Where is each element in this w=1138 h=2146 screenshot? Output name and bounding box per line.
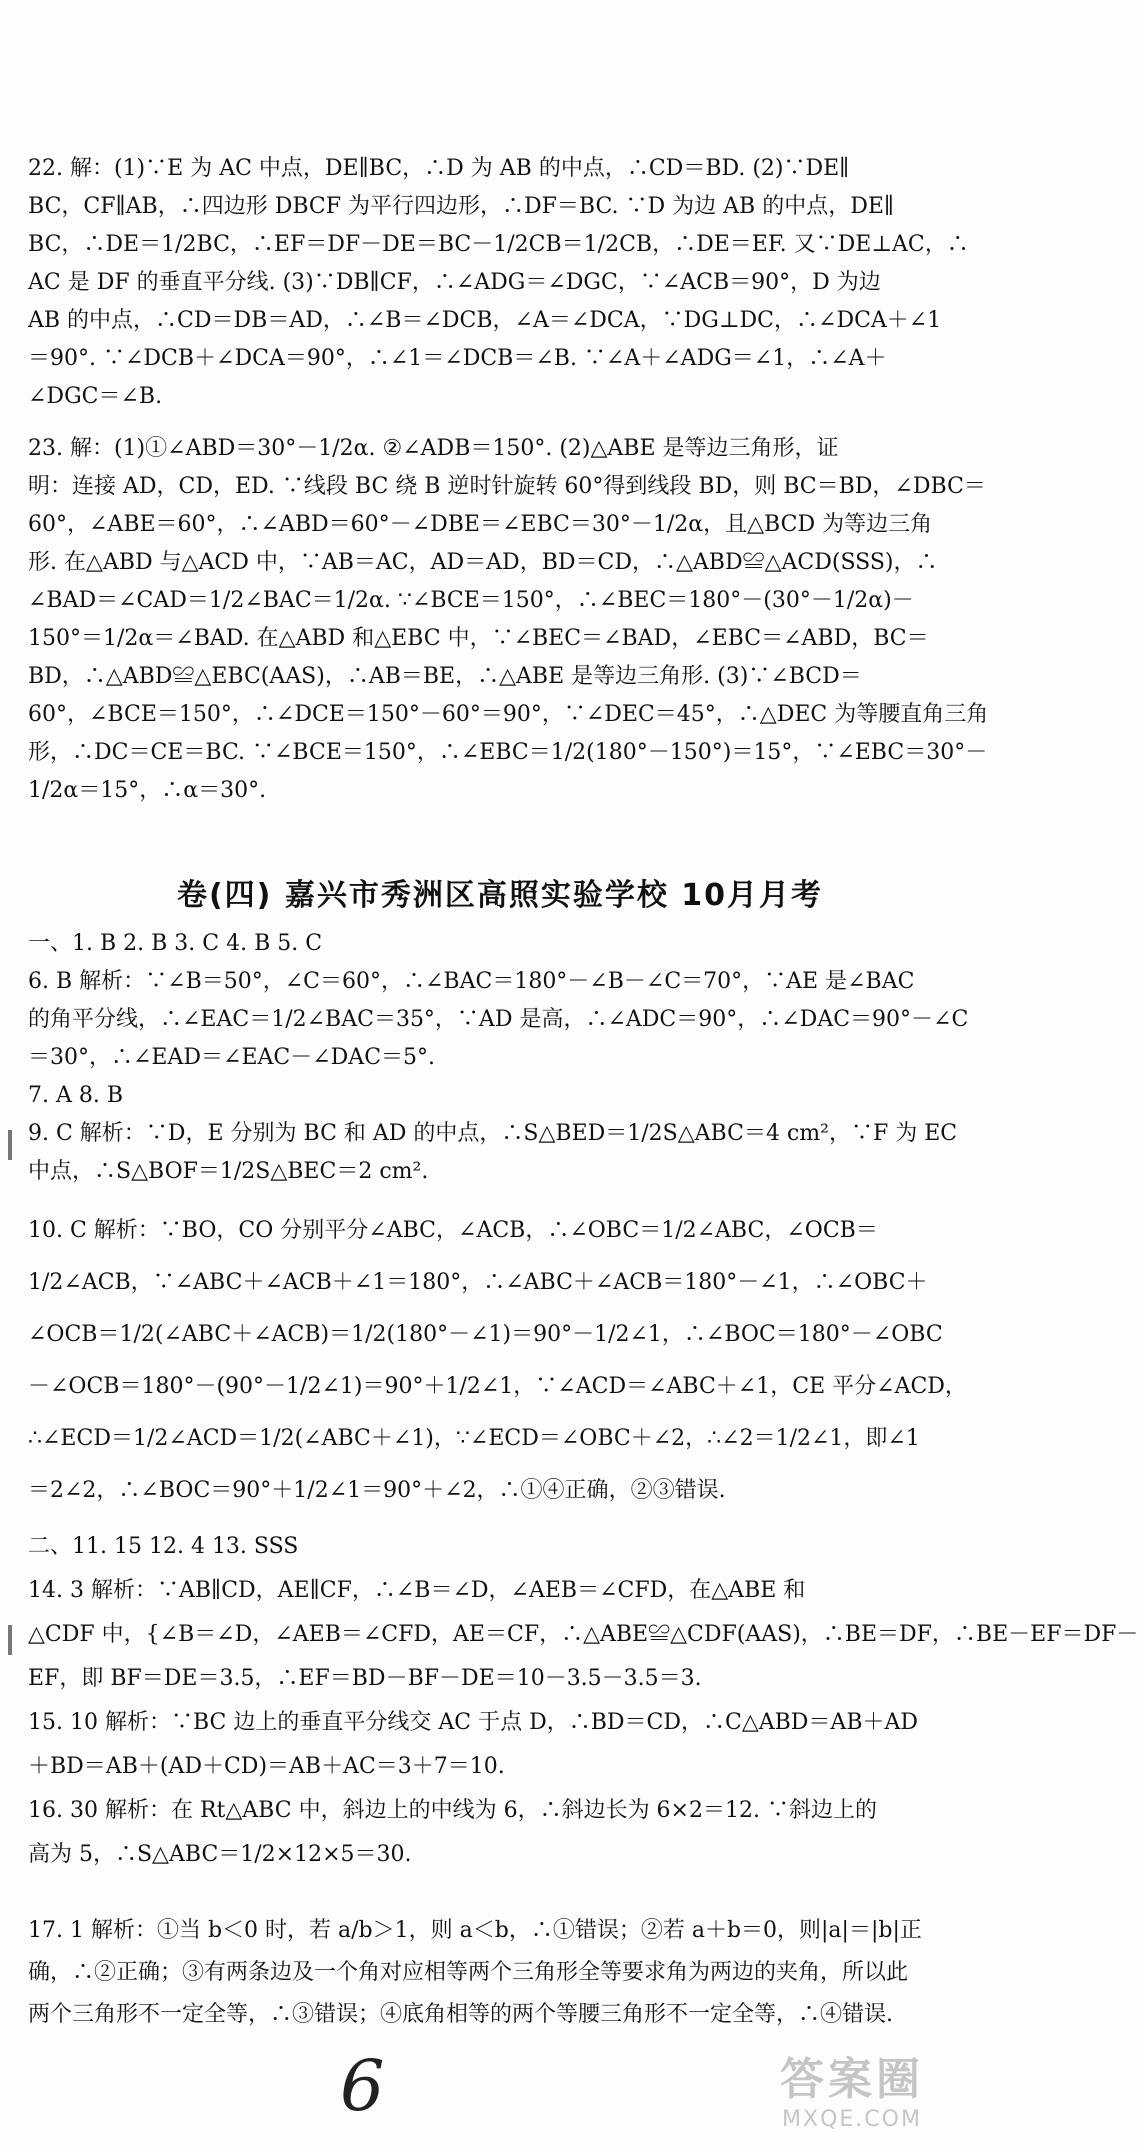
text-line: ＝90°. ∵∠DCB＋∠DCA＝90°，∴∠1＝∠DCB＝∠B. ∵∠A＋∠ADG＝∠1，∴∠A＋ [28, 346, 887, 371]
text-line: 确，∴②正确；③有两条边及一个角对应相等两个三角形全等要求角为两边的夹角，所以此 [28, 1960, 909, 1985]
text-line: －∠OCB＝180°－(90°－1/2∠1)＝90°＋1/2∠1，∵∠ACD＝∠ABC＋∠1，CE 平分∠ACD， [28, 1374, 967, 1399]
text-line: 1/2α＝15°，∴α＝30°. [28, 778, 267, 803]
text-line: 一、1. B 2. B 3. C 4. B 5. C [28, 931, 323, 956]
section-heading: 卷(四) 嘉兴市秀洲区高照实验学校 10月月考 [176, 878, 824, 913]
answers-11-16 [28, 1525, 1138, 1877]
text-line: 7. A 8. B [28, 1083, 124, 1108]
text-line: 明：连接 AD，CD，ED. ∵线段 BC 绕 B 逆时针旋转 60°得到线段 BD，则 BC＝BD，∠DBC＝ [28, 474, 986, 499]
watermark-url: MXQE.COM [782, 2106, 922, 2132]
watermark-title: 答案圈 [780, 2053, 924, 2105]
text-line: 的角平分线，∴∠EAC＝1/2∠BAC＝35°，∵AD 是高，∴∠ADC＝90°，∴∠DAC＝90°－∠C [28, 1007, 969, 1032]
text-line: 6. B 解析：∵∠B＝50°，∠C＝60°，∴∠BAC＝180°－∠B－∠C＝70°，∵AE 是∠BAC [28, 969, 915, 994]
text-line: 22. 解：(1)∵E 为 AC 中点，DE∥BC，∴D 为 AB 的中点，∴CD＝BD. (2)∵DE∥ [28, 156, 850, 181]
answer-17 [28, 1910, 972, 2036]
text-line: 10. C 解析：∵BO，CO 分别平分∠ABC，∠ACB，∴∠OBC＝1/2∠ABC，∠OCB＝ [28, 1218, 878, 1243]
text-line: 14. 3 解析：∵AB∥CD，AE∥CF，∴∠B＝∠D，∠AEB＝∠CFD，在△ABE 和 [28, 1578, 806, 1603]
text-line: 1/2∠ACB，∵∠ABC＋∠ACB＋∠1＝180°，∴∠ABC＋∠ACB＝180°－∠1，∴∠OBC＋ [28, 1270, 928, 1295]
text-line: ＝30°，∴∠EAD＝∠EAC－∠DAC＝5°. [28, 1045, 436, 1070]
text-line: ∠DGC＝∠B. [28, 384, 163, 409]
text-line: 23. 解：(1)①∠ABD＝30°－1/2α. ②∠ADB＝150°. (2)△ABE 是等边三角形，证 [28, 436, 839, 461]
text-line: 150°＝1/2α＝∠BAD. 在△ABD 和△EBC 中，∵∠BEC＝∠BAD，∠EBC＝∠ABD，BC＝ [28, 626, 929, 651]
margin-mark [8, 1625, 12, 1655]
answers-1-9 [28, 925, 972, 1191]
text-line: BC，CF∥AB，∴四边形 DBCF 为平行四边形，∴DF＝BC. ∵D 为边 AB 的中点，DE∥ [28, 194, 895, 219]
text-line: △CDF 中，{∠B＝∠D，∠AEB＝∠CFD，AE＝CF，∴△ABE≌△CDF(AAS)，∴BE＝DF，∴BE－EF＝DF－ [28, 1622, 1138, 1647]
text-line: 两个三角形不一定全等，∴③错误；④底角相等的两个等腰三角形不一定全等，∴④错误. [28, 2002, 893, 2027]
answer-10 [28, 1205, 972, 1517]
text-line: 形，∴DC＝CE＝BC. ∵∠BCE＝150°，∴∠EBC＝1/2(180°－150°)＝15°，∵∠EBC＝30°－ [28, 740, 988, 765]
solution-22 [28, 150, 972, 416]
margin-mark [8, 1130, 12, 1160]
text-line: AC 是 DF 的垂直平分线. (3)∵DB∥CF，∴∠ADG＝∠DGC，∵∠ACB＝90°，D 为边 [28, 270, 881, 295]
text-line: 17. 1 解析：①当 b＜0 时，若 a/b＞1，则 a＜b，∴①错误；②若 a＋b＝0，则|a|＝|b|正 [28, 1918, 922, 1943]
text-line: ∠BAD＝∠CAD＝1/2∠BAC＝1/2α. ∵∠BCE＝150°，∴∠BEC＝180°－(30°－1/2α)－ [28, 588, 914, 613]
text-line: 高为 5，∴S△ABC＝1/2×12×5＝30. [28, 1842, 412, 1867]
text-line: ∴∠ECD＝1/2∠ACD＝1/2(∠ABC＋∠1)，∵∠ECD＝∠OBC＋∠2，∴∠2＝1/2∠1，即∠1 [28, 1426, 920, 1451]
text-line: ＋BD＝AB＋(AD＋CD)＝AB＋AC＝3＋7＝10. [28, 1754, 505, 1779]
text-line: 形. 在△ABD 与△ACD 中，∵AB＝AC，AD＝AD，BD＝CD，∴△ABD≌△ACD(SSS)，∴ [28, 550, 938, 575]
text-line: 60°，∠ABE＝60°，∴∠ABD＝60°－∠DBE＝∠EBC＝30°－1/2α，且△BCD 为等边三角 [28, 512, 933, 537]
text-line: BC，∴DE＝1/2BC，∴EF＝DF－DE＝BC－1/2CB＝1/2CB，∴DE＝EF. 又∵DE⊥AC，∴ [28, 232, 969, 257]
handwritten-page-number: 6 [340, 2045, 385, 2127]
text-line: BD，∴△ABD≌△EBC(AAS)，∴AB＝BE，∴△ABE 是等边三角形. (3)∵∠BCD＝ [28, 664, 862, 689]
text-line: 中点，∴S△BOF＝1/2S△BEC＝2 cm². [28, 1159, 429, 1184]
text-line: EF，即 BF＝DE＝3.5，∴EF＝BD－BF－DE＝10－3.5－3.5＝3. [28, 1666, 702, 1691]
text-line: 9. C 解析：∵D，E 分别为 BC 和 AD 的中点，∴S△BED＝1/2S△ABC＝4 cm²，∵F 为 EC [28, 1121, 958, 1146]
text-line: 16. 30 解析：在 Rt△ABC 中，斜边上的中线为 6，∴斜边长为 6×2＝12. ∵斜边上的 [28, 1798, 877, 1823]
solution-23 [28, 430, 989, 810]
watermark-logo [722, 2042, 982, 2132]
text-line: AB 的中点，∴CD＝DB＝AD，∴∠B＝∠DCB，∠A＝∠DCA，∵DG⊥DC，∴∠DCA＋∠1 [28, 308, 942, 333]
text-line: ∠OCB＝1/2(∠ABC＋∠ACB)＝1/2(180°－∠1)＝90°－1/2∠1，∴∠BOC＝180°－∠OBC [28, 1322, 943, 1347]
text-line: 60°，∠BCE＝150°，∴∠DCE＝150°－60°＝90°，∵∠DEC＝45°，∴△DEC 为等腰直角三角 [28, 702, 989, 727]
text-line: ＝2∠2，∴∠BOC＝90°＋1/2∠1＝90°＋∠2，∴①④正确，②③错误. [28, 1478, 726, 1503]
text-line: 15. 10 解析：∵BC 边上的垂直平分线交 AC 于点 D，∴BD＝CD，∴C△ABD＝AB＋AD [28, 1710, 919, 1735]
text-line: 二、11. 15 12. 4 13. SSS [28, 1534, 299, 1559]
